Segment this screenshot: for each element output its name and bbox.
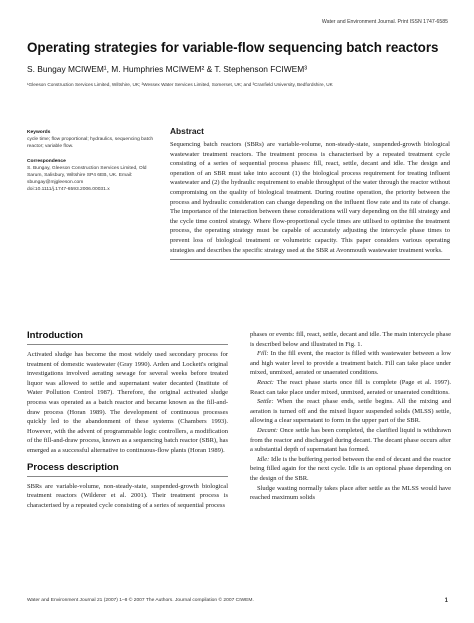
decant-label: Decant: <box>257 426 278 434</box>
fill-text: In the fill event, the reactor is filled with wastewater between a low and high water level to provide a treatment batch. Fill can take place under mixed, unmixed, aerated or unaerated conditions. <box>250 350 451 377</box>
article-title: Operating strategies for variable-flow sequencing batch reactors <box>27 40 439 55</box>
process-description-text: SBRs are variable-volume, non-steady-state, suspended-growth biological treatment reactors (Wilderer et al. 2001). Their treatment process is characterised by a repeated cycle consisting of a series of sequential process <box>27 482 228 509</box>
react-paragraph <box>250 378 451 397</box>
sludge-wasting-text: Sludge wasting normally takes place after settle as the MLSS would have reached maximum solids <box>250 484 451 502</box>
page-number: 1 <box>444 598 448 604</box>
journal-issn-line: Water and Environment Journal. Print ISSN 1747-6585 <box>321 19 448 25</box>
keywords-text: cycle time; flow proportional; hydraulics, sequencing batch reactor; variable flow. <box>27 137 154 150</box>
abstract-heading: Abstract <box>170 126 204 136</box>
decant-paragraph <box>250 426 451 455</box>
left-column <box>27 330 228 510</box>
doi-link[interactable]: doi:10.1111/j.1747-6593.2006.00031.x <box>27 187 110 193</box>
correspondence-block <box>27 158 162 194</box>
settle-text: When the react phase ends, settle begins. All the mixing and aeration is turned off and the mixed liquor suspended solids (MLSS) settle, allowing a clear supernatant to form in the upper part of the SBR. <box>250 398 451 425</box>
react-text: The react phase starts once fill is complete (Page et al. 1997). React can take place under mixed, unmixed, aerated or unaerated conditions. <box>250 378 451 396</box>
idle-label: Idle: <box>257 455 270 463</box>
idle-paragraph <box>250 455 451 484</box>
right-column <box>250 330 451 503</box>
page-footer <box>27 598 448 603</box>
process-description-heading: Process description <box>27 462 228 477</box>
footer-citation: Water and Environment Journal 21 (2007) 1–8 © 2007 The Authors. Journal compilation © 2007 CIWEM. <box>27 598 254 603</box>
author-affiliations: ¹Gleeson Construction Services Limited, Wiltshire, UK; ²Wessex Water Services Limited, Somerset, UK; and ³Cranfield University, Bedfordshire, UK <box>27 82 333 87</box>
idle-text: Idle is the buffering period between the end of decant and the reactor being filled again for the next cycle. Idle is an optional phase depending on the design of the SBR. <box>250 455 451 482</box>
article-sidebar <box>27 129 162 201</box>
settle-paragraph <box>250 397 451 426</box>
fill-paragraph <box>250 349 451 378</box>
fill-label: Fill: <box>257 350 269 358</box>
keywords-block <box>27 129 162 151</box>
abstract-section <box>170 126 450 260</box>
article-authors: S. Bungay MCIWEM¹, M. Humphries MCIWEM² & T. Stephenson FCIWEM³ <box>27 64 307 74</box>
keywords-heading: Keywords <box>27 130 51 135</box>
abstract-text: Sequencing batch reactors (SBRs) are variable-volume, non-steady-state, suspended-growth biological wastewater treatment reactors. The treatment process is characterised by a repeated treatment cycle consisting of a series of sequential process phases: fill, react, settle, decant and idle. The design and operation of an SBR must take into account (1) the biological process requirement for treating influent wastewater and (2) the hydraulic requirement to enable throughput of the water through the reactor without compromising on the quality of biological treatment. During routine operation, the priority between the process and hydraulic consideration can change depending on the influent flow rate and its rate of change. The importance of the interaction between these considerations will vary depending on the fill strategy and the cycle time control strategy. Where flow-proportional cycle times are utilised to optimise the treatment process, the operating strategy must be capable of accurately adjusting the intercycle phase times to prevent loss of biological treatment or volumetric capacity. This paper considers various operating strategies and describes the specific strategy used at the SBR at Avonmouth wastewater treatment works. <box>170 141 450 254</box>
correspondence-heading: Correspondence <box>27 158 66 164</box>
settle-label: Settle: <box>257 398 274 406</box>
correspondence-text: S. Bungay, Gleeson Construction Services Limited, Old Sarum, Salisbury, Wiltshire SP4 6EB, UK. Email: sbungay@mjgleeson.com <box>27 165 147 186</box>
decant-text: Once settle has been completed, the clarified liquid is withdrawn from the reactor and discharged during decant. The decant phase occurs after a substantial depth of supernatant has formed. <box>250 426 451 454</box>
introduction-heading: Introduction <box>27 330 228 345</box>
react-label: React: <box>257 378 274 386</box>
phases-intro-text: phases or events: fill, react, settle, decant and idle. The main intercycle phase is described below and illustrated in Fig. 1. <box>250 331 451 348</box>
introduction-text: Activated sludge has become the most widely used secondary process for treatment of domestic wastewater (Gray 1990). Arden and Lockett's original investigations involved aerating sewage for several weeks before treated liquor was allowed to settle and supernatant water decanted (Institute of Water Pollution Control 1987). Therefore, the original activated sludge process was operated as a batch reactor and became known as the fill-and-draw process (Horan 1989). The development of continuous processes quickly led to the abandonment of these systems (Chambers 1993). However, with the advent of programmable logic controllers, a modification of the fill-and-draw process, known as a sequencing batch reactor (SBR), has emerged as a successful alternative to continuous-flow plants (Horan 1989). <box>27 351 228 454</box>
